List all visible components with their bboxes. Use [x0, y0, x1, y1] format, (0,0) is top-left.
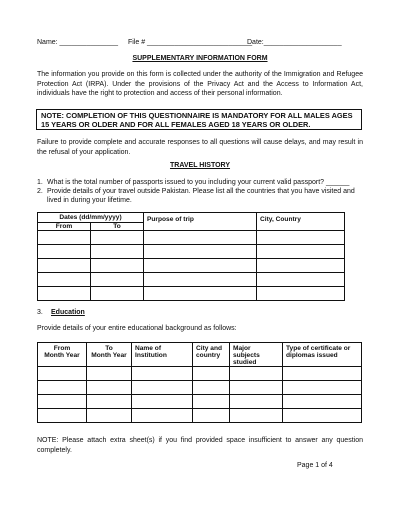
- footer-note: NOTE: Please attach extra sheet(s) if you find provided space insufficient to answer any question completely.: [37, 437, 363, 454]
- edu-to-label: To: [105, 345, 113, 352]
- intro-paragraph: The information you provide on this form is collected under the authority of the Immigration and Refugee Protection Act (IRPA). Under the provisions of the Privacy Act and the Access to Information Act, individuals have the right to protection and access of their personal information.: [37, 71, 363, 97]
- mandatory-note-box: NOTE: COMPLETION OF THIS QUESTIONNAIRE IS MANDATORY FOR ALL MALES AGES 15 YEARS OR OLDER AND FOR ALL FEMALES AGED 18 YEARS OR OLDER.: [36, 109, 362, 130]
- name-field[interactable]: Name: _______________: [37, 39, 118, 46]
- edu-from-label: From: [53, 345, 71, 352]
- question-2-text: Provide details of your travel outside Pakistan. Please list all the countries that you have visited and lived in during your lifetime.: [47, 188, 355, 205]
- question-1-number: 1.: [37, 179, 43, 186]
- table-row[interactable]: [38, 395, 362, 409]
- education-table: [37, 342, 362, 423]
- table-row[interactable]: [38, 409, 362, 423]
- institution-header: Name of Institution: [132, 343, 193, 367]
- subjects-header: Major subjects studied: [230, 343, 283, 367]
- dates-header: Dates (dd/mm/yyyy): [38, 213, 144, 223]
- education-number: 3.: [37, 309, 43, 316]
- table-row[interactable]: [38, 231, 345, 245]
- date-field[interactable]: Date:____________________: [247, 39, 342, 46]
- table-row[interactable]: [38, 259, 345, 273]
- page-number: Page 1 of 4: [297, 462, 333, 469]
- city-country-header: City, Country: [257, 213, 345, 231]
- education-heading: [37, 308, 85, 317]
- education-instruction: Provide details of your entire educational background as follows:: [37, 325, 237, 332]
- travel-history-heading: TRAVEL HISTORY: [169, 162, 231, 169]
- edu-city-header: City and country: [193, 343, 230, 367]
- edu-to-sub: Month Year: [91, 352, 127, 359]
- purpose-header: Purpose of trip: [144, 213, 257, 231]
- edu-to-header: [87, 343, 132, 367]
- question-1[interactable]: [37, 178, 363, 187]
- warning-paragraph: Failure to provide complete and accurate responses to all questions will cause delays, and may result in the refusal of your application.: [37, 139, 363, 156]
- form-title: SUPPLEMENTARY INFORMATION FORM: [132, 55, 268, 62]
- question-2-number: 2.: [37, 188, 43, 195]
- question-1-text: What is the total number of passports issued to you including your current valid passport? ______: [47, 179, 350, 186]
- table-row[interactable]: [38, 367, 362, 381]
- edu-from-header: [38, 343, 87, 367]
- table-row[interactable]: [38, 245, 345, 259]
- table-row[interactable]: [38, 287, 345, 301]
- from-header: From: [38, 223, 91, 231]
- table-row[interactable]: [38, 273, 345, 287]
- question-2: [37, 187, 363, 205]
- certificate-header: Type of certificate or diplomas issued: [283, 343, 362, 367]
- education-title: Education: [51, 309, 85, 316]
- travel-history-table: [37, 212, 345, 301]
- edu-from-sub: Month Year: [44, 352, 80, 359]
- table-row[interactable]: [38, 381, 362, 395]
- to-header: To: [91, 223, 144, 231]
- file-number-field[interactable]: File # ___________________________: [128, 39, 253, 46]
